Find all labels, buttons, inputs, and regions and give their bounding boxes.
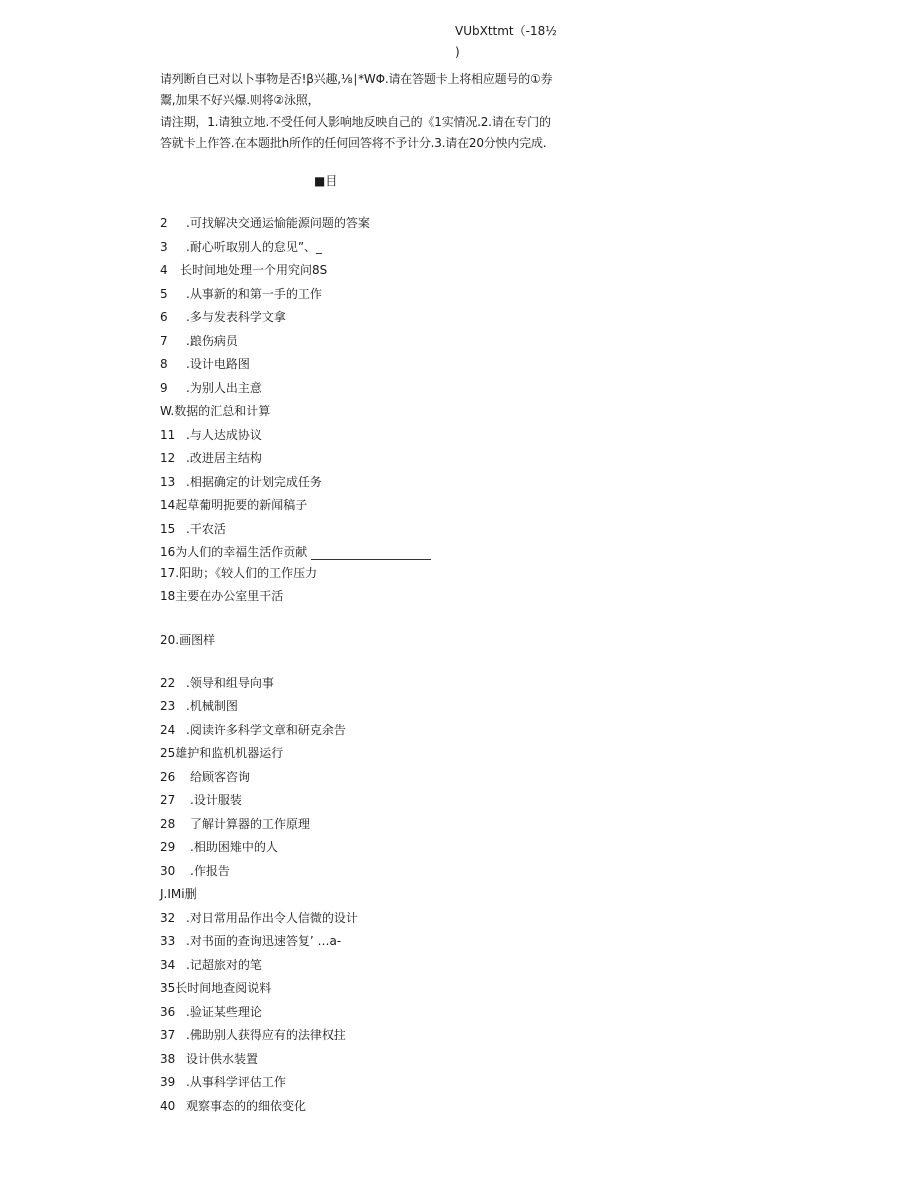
item-number: 7 — [160, 334, 168, 348]
list-item — [160, 496, 307, 513]
list-item — [160, 379, 262, 396]
header-code: VUbXttmt（-18½ — [455, 24, 557, 38]
item-text: .从事新的和第一手的工作 — [186, 287, 322, 301]
item-text: .可找解决交通运愉能源问题的答案 — [186, 216, 370, 230]
item-text: 16为人们的幸福生活作贡献 — [160, 545, 308, 559]
list-item — [160, 1026, 346, 1043]
list-item — [160, 473, 322, 490]
item-number: 39 — [160, 1075, 176, 1089]
item-number: 8 — [160, 357, 168, 371]
item-text: .设计电路图 — [186, 357, 250, 371]
item-number: 29 — [160, 840, 176, 854]
list-item — [160, 1097, 306, 1114]
instruction-line-1: 请列断自已对以卜事物是否!β兴趣,⅛∣*WΦ.请在答题卡上将相应题号的①券 — [160, 72, 553, 86]
item-number: 34 — [160, 958, 176, 972]
list-item — [160, 285, 322, 302]
item-number: 3 — [160, 240, 168, 254]
list-item — [160, 1050, 258, 1067]
list-item — [160, 838, 278, 855]
item-text: 给顾客咨询 — [190, 770, 251, 784]
list-item — [160, 909, 358, 926]
list-item — [160, 721, 346, 738]
item-text: .为别人出主意 — [186, 381, 262, 395]
item-text: .与人达成协议 — [186, 428, 262, 442]
list-item — [160, 744, 283, 761]
item-text: 设计供水装置 — [186, 1052, 259, 1066]
item-text: .从事科学评估工作 — [186, 1075, 286, 1089]
list-item — [160, 932, 341, 949]
list-item — [160, 674, 274, 691]
item-number: 22 — [160, 676, 176, 690]
item-number: 11 — [160, 428, 176, 442]
item-number: 13 — [160, 475, 176, 489]
list-item — [160, 815, 310, 832]
list-item — [160, 261, 327, 278]
item-number: 27 — [160, 793, 176, 807]
item-number: 26 — [160, 770, 176, 784]
item-text: .多与发表科学文拿 — [186, 310, 286, 324]
list-item — [160, 543, 431, 560]
item-text: .验证某些理论 — [186, 1005, 262, 1019]
item-number: 2 — [160, 216, 168, 230]
item-text: 17.阳助；《较人们的工作压力 — [160, 566, 318, 580]
list-item — [160, 238, 322, 255]
list-item — [160, 449, 262, 466]
instruction-line-3: 请注期，1.请独立地.不受任何人影响地反映自己的《1实情况.2.请在专门的 — [160, 115, 551, 129]
item-number: 9 — [160, 381, 168, 395]
item-number: 5 — [160, 287, 168, 301]
item-number: 24 — [160, 723, 176, 737]
item-text: .阅读许多科学文章和研克余告 — [186, 723, 346, 737]
list-item — [160, 308, 286, 325]
item-number: 6 — [160, 310, 168, 324]
answer-underline — [311, 549, 431, 560]
list-item — [160, 402, 270, 419]
item-text: .相据确定的计划完成任务 — [186, 475, 322, 489]
section-heading: ■目 — [314, 174, 338, 188]
item-text: 了解计算器的工作原理 — [190, 817, 311, 831]
item-text: W.数据的汇总和计算 — [160, 404, 271, 418]
list-item — [160, 1003, 262, 1020]
item-text: .领导和组导向事 — [186, 676, 274, 690]
item-text: .佛助别人获得应有的法律权拄 — [186, 1028, 346, 1042]
item-number: 32 — [160, 911, 176, 925]
item-text: 18主要在办公室里干活 — [160, 589, 284, 603]
list-item — [160, 564, 317, 581]
item-number: 23 — [160, 699, 176, 713]
item-number: 12 — [160, 451, 176, 465]
list-item — [160, 1073, 286, 1090]
list-item — [160, 791, 242, 808]
item-number: 37 — [160, 1028, 176, 1042]
item-text: 35长时间地查阅说料 — [160, 981, 272, 995]
item-text: 25雄护和监机机器运行 — [160, 746, 284, 760]
header-paren: ) — [455, 45, 460, 59]
instruction-line-2: 鬻,加果不好兴爆.则将②泳照， — [160, 93, 320, 107]
item-text: 20.画图样 — [160, 633, 216, 647]
item-number: 33 — [160, 934, 176, 948]
list-item — [160, 862, 230, 879]
item-text: .踉伤病员 — [186, 334, 238, 348]
item-number: 28 — [160, 817, 176, 831]
list-item — [160, 214, 370, 231]
list-item — [160, 956, 262, 973]
list-item — [160, 332, 238, 349]
item-text: 14起草葡明扼要的新闻稿子 — [160, 498, 308, 512]
item-text: .机械制图 — [186, 699, 238, 713]
item-text: J.IMi删 — [160, 887, 197, 901]
list-item — [160, 697, 238, 714]
list-item — [160, 631, 215, 648]
list-item — [160, 520, 226, 537]
item-number: 4 — [160, 263, 168, 277]
item-number: 40 — [160, 1099, 176, 1113]
item-text: .记超旅对的笔 — [186, 958, 262, 972]
item-text: .作报告 — [190, 864, 230, 878]
item-text: .设计服装 — [190, 793, 242, 807]
instruction-line-4: 答就卡上作答.在本题批h所作的任何回答将不予计分.3.请在20分怏内完成. — [160, 136, 547, 150]
list-item — [160, 355, 250, 372]
item-number: 36 — [160, 1005, 176, 1019]
item-number: 38 — [160, 1052, 176, 1066]
item-number: 15 — [160, 522, 176, 536]
list-item — [160, 587, 283, 604]
item-text: .改进居主结构 — [186, 451, 262, 465]
item-text: .对书面的查询迅速答复’ …a- — [186, 934, 342, 948]
item-text: .干农活 — [186, 522, 226, 536]
item-text: 观察事态的的细依变化 — [186, 1099, 307, 1113]
item-text: .耐心听取别人的怠见”、_ — [186, 240, 323, 254]
list-item — [160, 768, 250, 785]
list-item — [160, 979, 271, 996]
list-item — [160, 426, 262, 443]
item-text: .相助困雉中的人 — [190, 840, 278, 854]
item-text: 长时间地处理一个用究问8S — [180, 263, 328, 277]
item-text: .对日常用品作出令人信微的设计 — [186, 911, 358, 925]
item-number: 30 — [160, 864, 176, 878]
list-item — [160, 885, 197, 902]
